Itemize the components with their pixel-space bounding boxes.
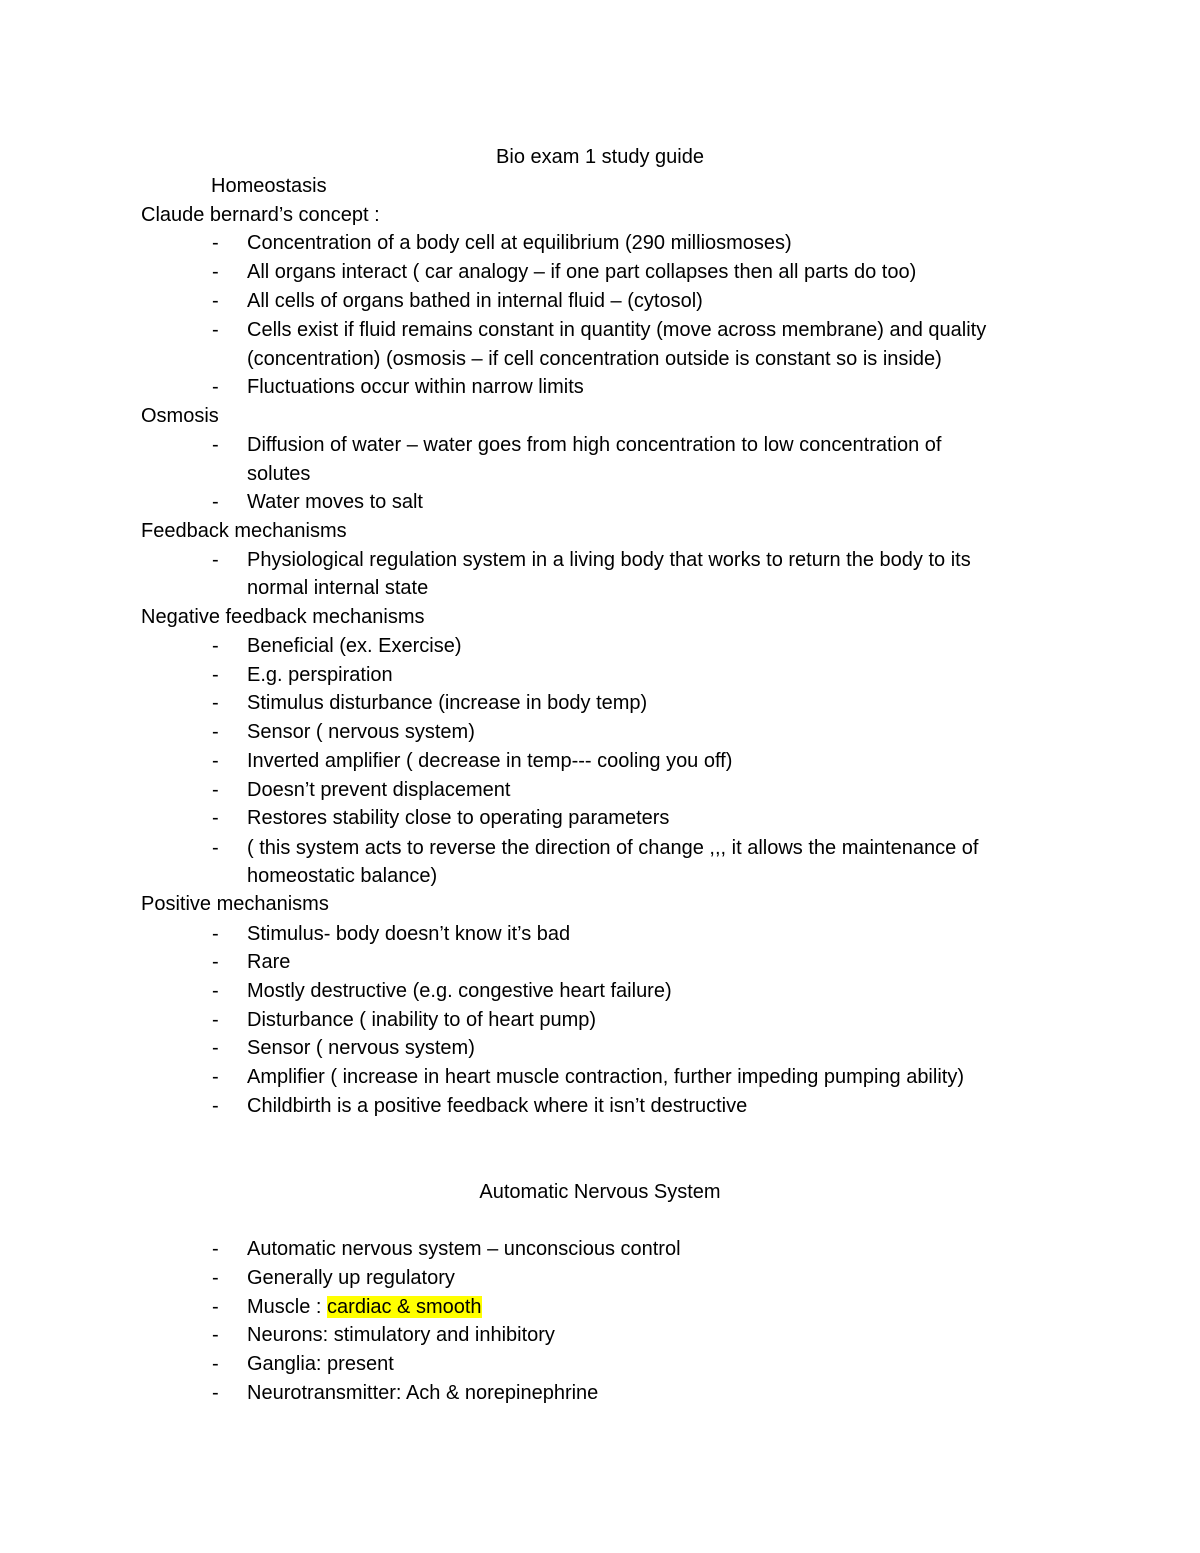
list-item: Physiological regulation system in a living body that works to return the body to its xyxy=(247,549,971,571)
list-item-continuation: (concentration) (osmosis – if cell concentration outside is constant so is inside) xyxy=(247,348,942,370)
bullet-dash: - xyxy=(212,692,219,714)
bullet-dash: - xyxy=(212,807,219,829)
section-heading-osmosis: Osmosis xyxy=(141,405,219,427)
muscle-label: Muscle : xyxy=(247,1296,328,1318)
bullet-dash: - xyxy=(212,434,219,456)
bullet-dash: - xyxy=(212,290,219,312)
section-heading-feedback: Feedback mechanisms xyxy=(141,520,347,542)
bullet-dash: - xyxy=(212,1238,219,1260)
bullet-dash: - xyxy=(212,664,219,686)
list-item-continuation: normal internal state xyxy=(247,577,429,599)
section-heading-positive: Positive mechanisms xyxy=(141,893,329,915)
list-item: Beneficial (ex. Exercise) xyxy=(247,635,462,657)
bullet-dash: - xyxy=(212,635,219,657)
list-item: Fluctuations occur within narrow limits xyxy=(247,376,584,398)
highlighted-text: cardiac & smooth xyxy=(327,1296,482,1318)
list-item: Neurotransmitter: Ach & norepinephrine xyxy=(247,1382,599,1404)
list-item: Diffusion of water – water goes from high concentration to low concentration of xyxy=(247,434,942,456)
list-item: Concentration of a body cell at equilibrium (290 milliosmoses) xyxy=(247,232,792,254)
bullet-dash: - xyxy=(212,1267,219,1289)
section-title-ans: Automatic Nervous System xyxy=(479,1181,721,1203)
bullet-dash: - xyxy=(212,980,219,1002)
bullet-dash: - xyxy=(212,232,219,254)
bullet-dash: - xyxy=(212,1009,219,1031)
list-item: ( this system acts to reverse the direction of change ,,, it allows the maintenance of xyxy=(247,837,979,859)
bullet-dash: - xyxy=(212,779,219,801)
list-item: Disturbance ( inability to of heart pump) xyxy=(247,1009,597,1031)
list-item: Sensor ( nervous system) xyxy=(247,721,475,743)
list-item: Childbirth is a positive feedback where it isn’t destructive xyxy=(247,1095,748,1117)
document-title: Bio exam 1 study guide xyxy=(496,146,704,168)
bullet-dash: - xyxy=(212,1324,219,1346)
list-item: Cells exist if fluid remains constant in quantity (move across membrane) and quality xyxy=(247,319,987,341)
bullet-dash: - xyxy=(212,1037,219,1059)
list-item: All cells of organs bathed in internal fluid – (cytosol) xyxy=(247,290,703,312)
list-item: Ganglia: present xyxy=(247,1353,394,1375)
list-item: Inverted amplifier ( decrease in temp--- cooling you off) xyxy=(247,750,733,772)
bullet-dash: - xyxy=(212,750,219,772)
bullet-dash: - xyxy=(212,1066,219,1088)
bullet-dash: - xyxy=(212,261,219,283)
subtitle-homeostasis: Homeostasis xyxy=(211,175,327,197)
list-item-continuation: solutes xyxy=(247,463,311,485)
list-item: Rare xyxy=(247,951,291,973)
bullet-dash: - xyxy=(212,319,219,341)
list-item: Doesn’t prevent displacement xyxy=(247,779,511,801)
bullet-dash: - xyxy=(212,376,219,398)
bullet-dash: - xyxy=(212,923,219,945)
list-item: Restores stability close to operating parameters xyxy=(247,807,670,829)
bullet-dash: - xyxy=(212,1353,219,1375)
list-item: Stimulus disturbance (increase in body temp) xyxy=(247,692,648,714)
list-item-continuation: homeostatic balance) xyxy=(247,865,438,887)
bullet-dash: - xyxy=(212,1296,219,1318)
list-item: E.g. perspiration xyxy=(247,664,393,686)
list-item: Neurons: stimulatory and inhibitory xyxy=(247,1324,555,1346)
section-heading-negative: Negative feedback mechanisms xyxy=(141,606,425,628)
list-item-muscle xyxy=(247,1293,482,1321)
bullet-dash: - xyxy=(212,1095,219,1117)
list-item: Stimulus- body doesn’t know it’s bad xyxy=(247,923,571,945)
list-item: Water moves to salt xyxy=(247,491,423,513)
list-item: Mostly destructive (e.g. congestive heart failure) xyxy=(247,980,672,1002)
list-item: Sensor ( nervous system) xyxy=(247,1037,475,1059)
section-heading-claude: Claude bernard’s concept : xyxy=(141,204,380,226)
list-item: All organs interact ( car analogy – if one part collapses then all parts do too) xyxy=(247,261,917,283)
bullet-dash: - xyxy=(212,951,219,973)
bullet-dash: - xyxy=(212,1382,219,1404)
list-item: Amplifier ( increase in heart muscle contraction, further impeding pumping ability) xyxy=(247,1066,964,1088)
list-item: Automatic nervous system – unconscious control xyxy=(247,1238,681,1260)
bullet-dash: - xyxy=(212,491,219,513)
list-item: Generally up regulatory xyxy=(247,1267,455,1289)
bullet-dash: - xyxy=(212,721,219,743)
bullet-dash: - xyxy=(212,549,219,571)
bullet-dash: - xyxy=(212,837,219,859)
